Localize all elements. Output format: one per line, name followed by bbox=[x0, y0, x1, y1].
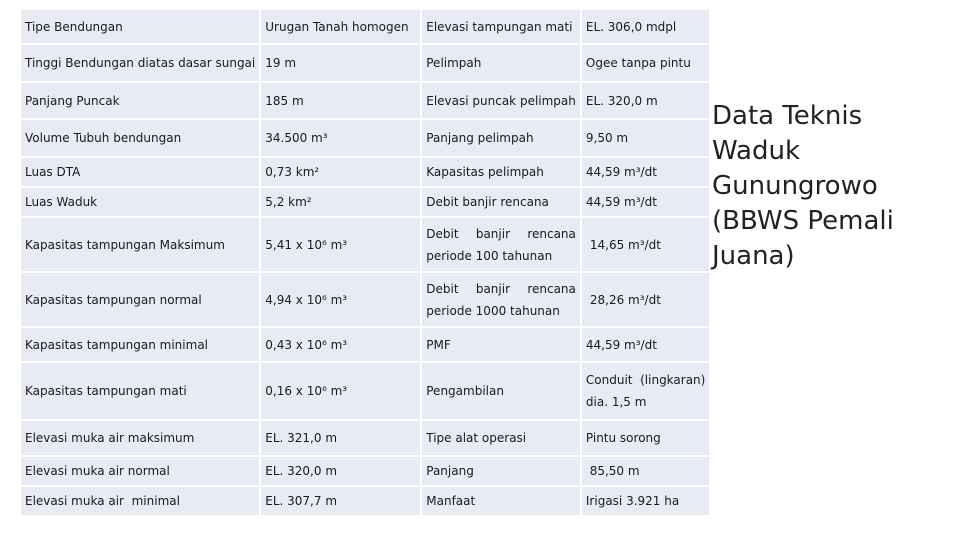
value-cell: 85,50 m bbox=[582, 457, 711, 487]
value-cell: EL. 321,0 m bbox=[261, 421, 422, 457]
parameter-cell: Kapasitas tampungan minimal bbox=[21, 328, 261, 363]
value-cell: EL. 307,7 m bbox=[261, 487, 422, 517]
value-cell: EL. 320,0 m bbox=[261, 457, 422, 487]
value-cell: 0,16 x 10⁶ m³ bbox=[261, 363, 422, 421]
value-cell: 44,59 m³/dt bbox=[582, 188, 711, 218]
title-line: (BBWS Pemali bbox=[712, 206, 894, 236]
value-cell: 4,94 x 10⁶ m³ bbox=[261, 273, 422, 328]
table-row bbox=[21, 158, 711, 188]
table-row bbox=[21, 218, 711, 273]
technical-data-table bbox=[21, 10, 711, 517]
title-line: Gunungrowo bbox=[712, 171, 878, 201]
table-row bbox=[21, 10, 711, 45]
value-cell: 44,59 m³/dt bbox=[582, 328, 711, 363]
table-row bbox=[21, 363, 711, 421]
parameter-cell: Kapasitas tampungan Maksimum bbox=[21, 218, 261, 273]
parameter-cell: Panjang bbox=[422, 457, 582, 487]
table-row bbox=[21, 120, 711, 158]
value-cell: Irigasi 3.921 ha bbox=[582, 487, 711, 517]
parameter-cell: Panjang Puncak bbox=[21, 83, 261, 120]
parameter-cell: Kapasitas pelimpah bbox=[422, 158, 582, 188]
table-row bbox=[21, 457, 711, 487]
parameter-cell: Elevasi muka air normal bbox=[21, 457, 261, 487]
table-row bbox=[21, 328, 711, 363]
value-cell: 34.500 m³ bbox=[261, 120, 422, 158]
value-cell: Urugan Tanah homogen bbox=[261, 10, 422, 45]
parameter-cell: Tipe alat operasi bbox=[422, 421, 582, 457]
parameter-cell: Kapasitas tampungan normal bbox=[21, 273, 261, 328]
value-cell: EL. 306,0 mdpl bbox=[582, 10, 711, 45]
table-row bbox=[21, 487, 711, 517]
title-line: Waduk bbox=[712, 136, 801, 166]
parameter-cell: Pengambilan bbox=[422, 363, 582, 421]
value-cell: Pintu sorong bbox=[582, 421, 711, 457]
parameter-cell: Volume Tubuh bendungan bbox=[21, 120, 261, 158]
value-cell: 5,41 x 10⁶ m³ bbox=[261, 218, 422, 273]
slide-title bbox=[712, 99, 952, 274]
parameter-cell: Elevasi tampungan mati bbox=[422, 10, 582, 45]
parameter-cell: Tipe Bendungan bbox=[21, 10, 261, 45]
table-row bbox=[21, 188, 711, 218]
value-cell: EL. 320,0 m bbox=[582, 83, 711, 120]
justified-line: Debit banjir rencana bbox=[426, 226, 576, 241]
parameter-cell: Debit banjir rencana bbox=[422, 188, 582, 218]
parameter-cell: PMF bbox=[422, 328, 582, 363]
parameter-cell: Manfaat bbox=[422, 487, 582, 517]
value-cell: 19 m bbox=[261, 45, 422, 83]
value-cell: 0,43 x 10⁶ m³ bbox=[261, 328, 422, 363]
value-cell: 28,26 m³/dt bbox=[582, 273, 711, 328]
parameter-cell: Debit banjir rencana periode 1000 tahunan bbox=[422, 273, 582, 328]
justified-line: Debit banjir rencana bbox=[426, 281, 576, 296]
parameter-cell: Luas Waduk bbox=[21, 188, 261, 218]
value-cell: 185 m bbox=[261, 83, 422, 120]
parameter-cell: Kapasitas tampungan mati bbox=[21, 363, 261, 421]
parameter-cell: Elevasi muka air maksimum bbox=[21, 421, 261, 457]
parameter-cell: Luas DTA bbox=[21, 158, 261, 188]
table-row bbox=[21, 45, 711, 83]
parameter-cell: Pelimpah bbox=[422, 45, 582, 83]
title-line: Data Teknis bbox=[712, 101, 863, 131]
value-cell: 9,50 m bbox=[582, 120, 711, 158]
parameter-cell: Elevasi muka air minimal bbox=[21, 487, 261, 517]
parameter-cell: Panjang pelimpah bbox=[422, 120, 582, 158]
value-cell: 5,2 km² bbox=[261, 188, 422, 218]
parameter-cell: Tinggi Bendungan diatas dasar sungai bbox=[21, 45, 261, 83]
parameter-cell: Debit banjir rencana periode 100 tahunan bbox=[422, 218, 582, 273]
value-cell: Ogee tanpa pintu bbox=[582, 45, 711, 83]
title-line: Juana) bbox=[712, 241, 795, 271]
parameter-cell: Elevasi puncak pelimpah bbox=[422, 83, 582, 120]
value-cell: 14,65 m³/dt bbox=[582, 218, 711, 273]
value-cell: 44,59 m³/dt bbox=[582, 158, 711, 188]
value-cell: 0,73 km² bbox=[261, 158, 422, 188]
table-row bbox=[21, 83, 711, 120]
table-row bbox=[21, 421, 711, 457]
value-cell: Conduit (lingkaran) dia. 1,5 m bbox=[582, 363, 711, 421]
table-row bbox=[21, 273, 711, 328]
